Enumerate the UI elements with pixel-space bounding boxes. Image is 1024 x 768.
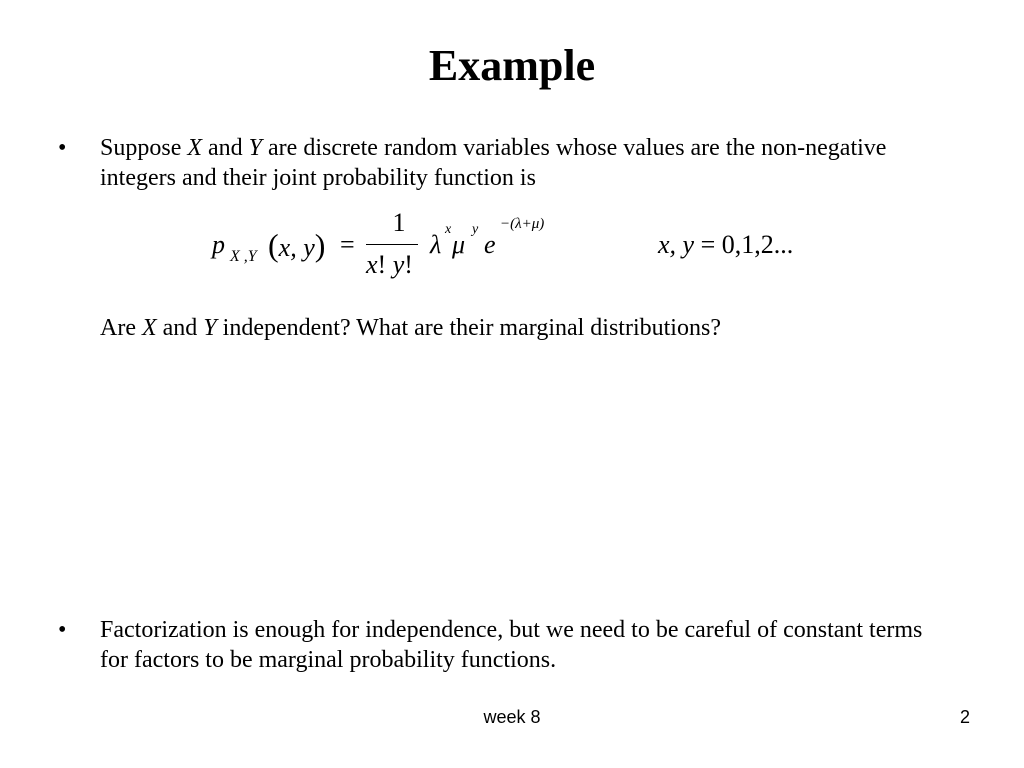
slide-title: Example (428, 41, 596, 90)
text-run: Suppose (100, 135, 188, 161)
bullet-item-1 (58, 133, 958, 193)
bullet-text-1 (100, 133, 950, 193)
fraction-denominator (366, 250, 426, 280)
den-factorial-1: ! (377, 250, 393, 279)
formula-equals: = (340, 230, 355, 259)
bullet-text-2: Factorization is enough for independence, but we need to be careful of constant terms for factors to be marginal probability functions. (100, 617, 923, 673)
footer-label: week 8 (483, 707, 541, 727)
formula-lambda: λ (430, 230, 442, 259)
mu-exponent: y (472, 222, 479, 237)
text-run: are discrete random variables whose values are the non-negative integers and their joint probability function is (100, 135, 887, 191)
e-exponent: −(λ+μ) (500, 216, 545, 232)
formula-subscript: X ,Y (230, 248, 257, 265)
text-run: and (202, 135, 249, 161)
fraction-numerator: 1 (392, 208, 406, 237)
joint-probability-formula (212, 208, 832, 288)
formula-mu: μ (452, 230, 466, 259)
variable-y: Y (248, 135, 263, 161)
bullet-marker: • (58, 617, 67, 643)
formula-e: e (484, 230, 496, 259)
page-number: 2 (959, 707, 970, 727)
bullet-marker: • (58, 135, 67, 161)
close-paren: ) (314, 227, 326, 263)
open-paren: ( (268, 227, 279, 263)
den-y: y (392, 250, 405, 279)
formula-args: x, y (278, 233, 315, 262)
lambda-exponent: x (445, 222, 452, 237)
text-run: independent? What are their marginal distributions? (216, 315, 721, 341)
formula-arguments (268, 227, 325, 264)
range-variables: x, y (658, 230, 695, 259)
fraction-bar (366, 244, 418, 245)
text-run: Are (100, 315, 142, 341)
range-values: = 0,1,2... (694, 230, 794, 259)
bullet-item-2 (58, 615, 958, 675)
formula-range (658, 230, 793, 260)
question-text (100, 313, 721, 343)
formula-p: p (212, 230, 225, 259)
variable-x: X (141, 315, 157, 341)
text-run: and (156, 315, 204, 341)
variable-x: X (187, 135, 203, 161)
den-x: x (366, 250, 378, 279)
variable-y: Y (203, 315, 217, 341)
den-factorial-2: ! (404, 250, 413, 279)
